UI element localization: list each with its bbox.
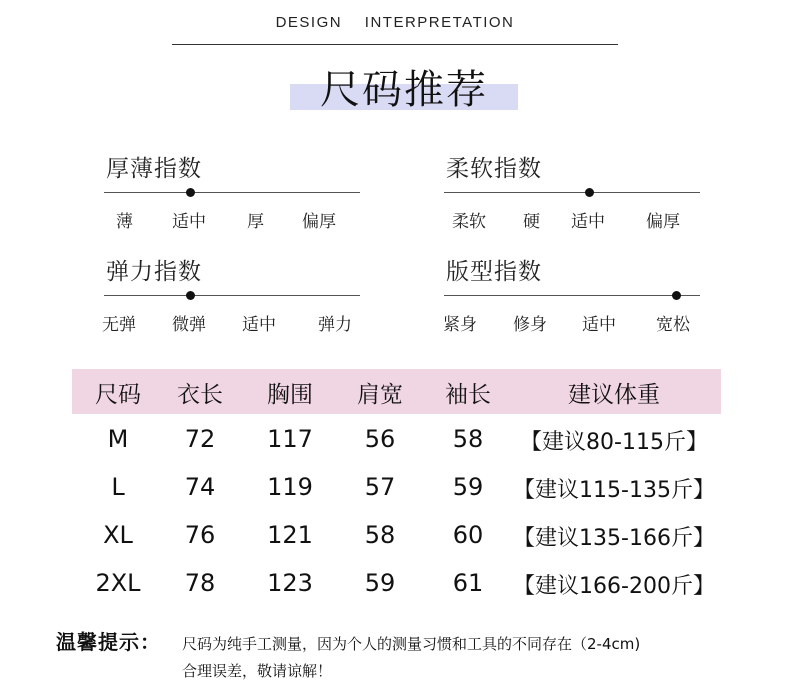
index-option: 偏厚 [302, 212, 336, 232]
table-cell: 74 [184, 473, 216, 501]
table-cell-weight: 【建议115-135斤】 [513, 478, 715, 503]
index-option: 适中 [242, 315, 276, 335]
table-cell: 72 [184, 425, 216, 453]
index-option: 宽松 [656, 315, 690, 335]
table-header-sleeve: 袖长 [445, 382, 491, 408]
table-cell: 123 [267, 569, 313, 597]
index-line-thickness [104, 192, 360, 193]
table-header-weight: 建议体重 [568, 382, 660, 408]
index-option: 薄 [116, 212, 133, 232]
table-cell: 119 [267, 473, 313, 501]
index-option: 偏厚 [646, 212, 680, 232]
index-option: 柔软 [452, 212, 486, 232]
table-cell-weight: 【建议80-115斤】 [520, 430, 708, 455]
index-option: 适中 [582, 315, 616, 335]
table-cell-weight: 【建议135-166斤】 [513, 526, 715, 551]
index-marker-elasticity [186, 291, 195, 300]
index-line-softness [444, 192, 700, 193]
note-line-1: 尺码为纯手工测量，因为个人的测量习惯和工具的不同存在（2-4cm) [182, 635, 641, 653]
index-option: 微弹 [172, 315, 206, 335]
index-option: 无弹 [102, 315, 136, 335]
table-cell: 59 [364, 569, 396, 597]
index-option: 适中 [571, 212, 605, 232]
index-option: 紧身 [443, 315, 477, 335]
table-header-length: 衣长 [177, 382, 223, 408]
index-marker-fit [672, 291, 681, 300]
index-option: 厚 [247, 212, 264, 232]
table-header-shoulder: 肩宽 [357, 382, 403, 408]
table-cell: 58 [364, 521, 396, 549]
header-english-left: DESIGN [275, 14, 343, 31]
table-cell: 59 [452, 473, 484, 501]
table-cell-size: 2XL [95, 569, 141, 597]
index-title-thickness: 厚薄指数 [106, 156, 202, 182]
table-header-chest: 胸围 [267, 382, 313, 408]
table-cell: 121 [267, 521, 313, 549]
index-option: 硬 [523, 212, 540, 232]
index-option: 弹力 [318, 315, 352, 335]
table-cell-weight: 【建议166-200斤】 [513, 574, 715, 599]
index-title-fit: 版型指数 [446, 259, 542, 285]
index-marker-thickness [186, 188, 195, 197]
table-cell-size: M [107, 425, 129, 453]
index-marker-softness [585, 188, 594, 197]
note-line-2: 合理误差，敬请谅解！ [182, 662, 333, 680]
page-title: 尺码推荐 [320, 67, 488, 113]
table-cell: 58 [452, 425, 484, 453]
index-option: 适中 [172, 212, 206, 232]
table-cell: 78 [184, 569, 216, 597]
note-label: 温馨提示： [56, 630, 161, 654]
table-cell-size: L [111, 473, 125, 501]
table-cell: 57 [364, 473, 396, 501]
table-cell-size: XL [103, 521, 133, 549]
index-title-elasticity: 弹力指数 [106, 259, 202, 285]
header-english-right: INTERPRETATION [364, 14, 515, 31]
index-option: 修身 [513, 315, 547, 335]
index-title-softness: 柔软指数 [446, 156, 542, 182]
index-line-fit [444, 295, 700, 296]
header-divider [172, 44, 618, 45]
header-english [172, 14, 618, 31]
table-cell: 76 [184, 521, 216, 549]
table-cell: 60 [452, 521, 484, 549]
table-cell: 56 [364, 425, 396, 453]
table-header-size: 尺码 [95, 382, 141, 408]
index-line-elasticity [104, 295, 360, 296]
table-cell: 117 [267, 425, 313, 453]
table-cell: 61 [452, 569, 484, 597]
